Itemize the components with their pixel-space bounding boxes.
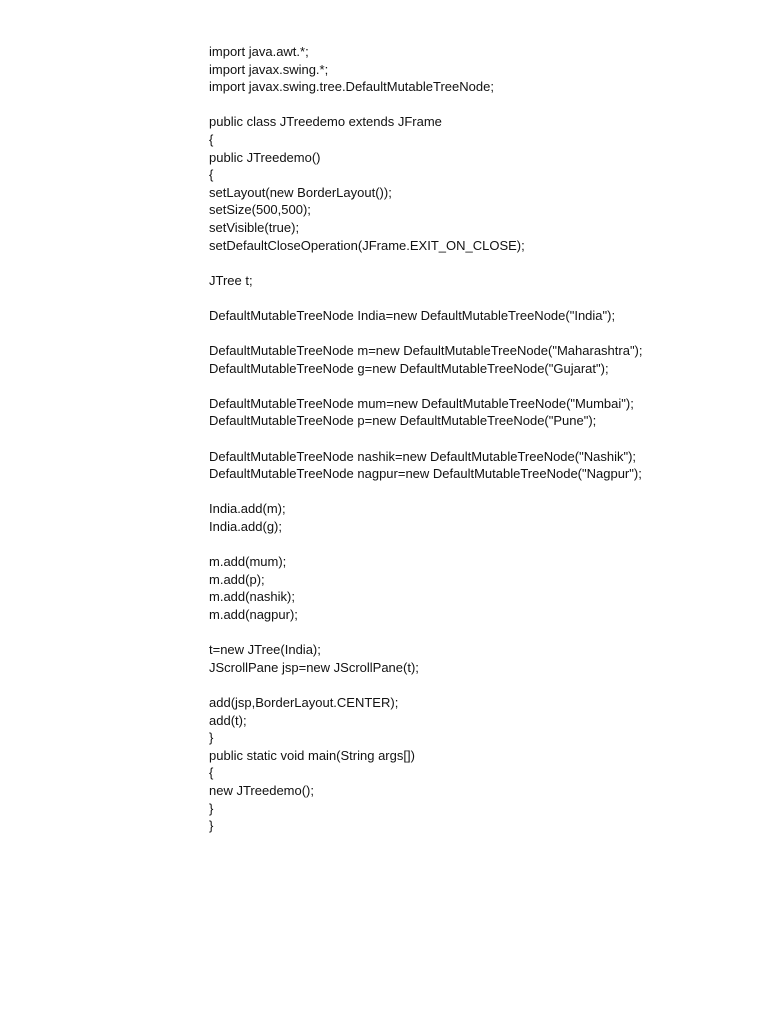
code-line: India.add(g);	[209, 519, 282, 535]
code-line: setDefaultCloseOperation(JFrame.EXIT_ON_CLOSE);	[209, 237, 525, 253]
code-line: add(jsp,BorderLayout.CENTER);	[209, 694, 399, 710]
blank-line	[209, 325, 749, 343]
code-line: }	[209, 818, 214, 834]
code-line: public class JTreedemo extends JFrame	[209, 114, 442, 130]
code-line: DefaultMutableTreeNode nashik=new DefaultMutableTreeNode("Nashik");	[209, 448, 637, 464]
code-line: DefaultMutableTreeNode m=new DefaultMutableTreeNode("Maharashtra");	[209, 343, 643, 359]
code-line: import java.awt.*;	[209, 44, 309, 59]
code-line: new JTreedemo();	[209, 782, 314, 798]
blank-line	[209, 536, 749, 554]
code-line: public static void main(String args[])	[209, 747, 415, 763]
code-line: import javax.swing.*;	[209, 61, 329, 77]
code-line: DefaultMutableTreeNode mum=new DefaultMutableTreeNode("Mumbai");	[209, 395, 634, 411]
code-line: setVisible(true);	[209, 219, 300, 235]
code-line: DefaultMutableTreeNode g=new DefaultMutableTreeNode("Gujarat");	[209, 360, 609, 376]
blank-line	[209, 377, 749, 395]
blank-line	[209, 676, 749, 694]
code-line: m.add(nashik);	[209, 589, 295, 605]
code-line: setLayout(new BorderLayout());	[209, 184, 392, 200]
code-line: India.add(m);	[209, 501, 286, 517]
blank-line	[209, 289, 749, 307]
code-line: m.add(p);	[209, 571, 265, 587]
code-listing	[209, 43, 749, 835]
code-line: import javax.swing.tree.DefaultMutableTreeNode;	[209, 79, 494, 95]
code-line: DefaultMutableTreeNode p=new DefaultMutableTreeNode("Pune");	[209, 413, 597, 429]
code-line: JScrollPane jsp=new JScrollPane(t);	[209, 659, 419, 675]
code-line: {	[209, 765, 214, 781]
code-line: public JTreedemo()	[209, 149, 321, 165]
code-line: DefaultMutableTreeNode nagpur=new DefaultMutableTreeNode("Nagpur");	[209, 466, 642, 482]
blank-line	[209, 430, 749, 448]
code-line: add(t);	[209, 712, 247, 728]
code-line: t=new JTree(India);	[209, 642, 321, 658]
code-line: m.add(nagpur);	[209, 607, 298, 622]
blank-line	[209, 624, 749, 642]
code-line: {	[209, 167, 214, 183]
blank-line	[209, 254, 749, 272]
code-line: }	[209, 800, 214, 816]
code-line: JTree t;	[209, 272, 253, 288]
code-line: }	[209, 730, 214, 746]
code-line: DefaultMutableTreeNode India=new DefaultMutableTreeNode("India");	[209, 307, 616, 323]
code-line: m.add(mum);	[209, 554, 287, 570]
code-line: {	[209, 131, 214, 147]
code-line: setSize(500,500);	[209, 202, 311, 218]
blank-line	[209, 96, 749, 114]
blank-line	[209, 483, 749, 501]
